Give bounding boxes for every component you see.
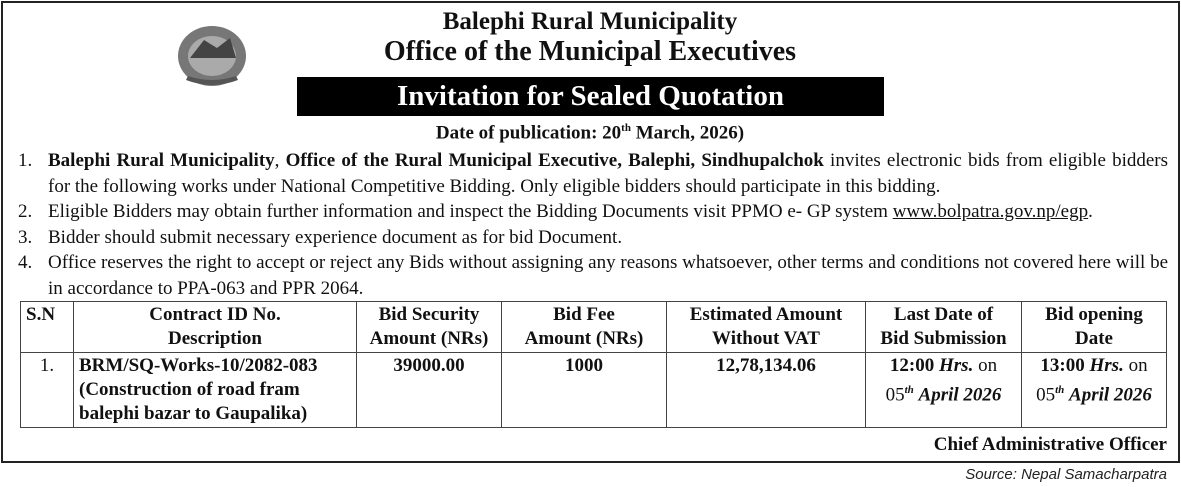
- list-item: 2. Eligible Bidders may obtain further information and inspect the Bidding Documents visit PPMO e- GP system www.bolpatra.gov.np/egp.: [18, 201, 1093, 222]
- bid-table: [20, 301, 1167, 428]
- notice-title: Invitation for Sealed Quotation: [297, 77, 884, 116]
- nepal-emblem-seal: [172, 18, 252, 90]
- bolpatra-link[interactable]: www.bolpatra.gov.np/egp: [892, 201, 1089, 222]
- org-name: Balephi Rural Municipality: [442, 8, 738, 35]
- list-item: 1. Balephi Rural Municipality, Office of the Rural Municipal Executive, Balephi, Sindhupalchok invites electronic bids from eligible bidders for the following works under National Competitive Bidding. Only eligible bidders should participate in this bidding.: [18, 150, 1168, 197]
- list-item: 3. Bidder should submit necessary experience document as for bid Document.: [18, 226, 623, 248]
- table-header-row: S.N Contract ID No. Description Bid Security Amount (NRs) Bid Fee Amount (NRs) Estimated Amount Without VAT Last Date of Bid Submission Bid opening Date: [21, 302, 1167, 353]
- notice-items: [18, 148, 1168, 301]
- source-credit: Source: Nepal Samacharpatra: [965, 466, 1167, 483]
- signature: Chief Administrative Officer: [933, 434, 1167, 455]
- list-item: 4. Office reserves the right to accept or reject any Bids without assigning any reasons whatsoever, other terms and conditions not covered here will be in accordance to PPA-063 and PPR 2064.: [18, 252, 1168, 299]
- table-row: 1. BRM/SQ-Works-10/2082-083 (Construction of road fram balephi bazar to Gaupalika) 39000.00 1000 12,78,134.06 12:00 Hrs. on 05th April 2026 13:00 Hrs. on 05th April 2026: [21, 353, 1167, 428]
- office-name: Office of the Municipal Executives: [383, 36, 797, 67]
- publication-date: Date of publication: 20th March, 2026): [435, 122, 745, 144]
